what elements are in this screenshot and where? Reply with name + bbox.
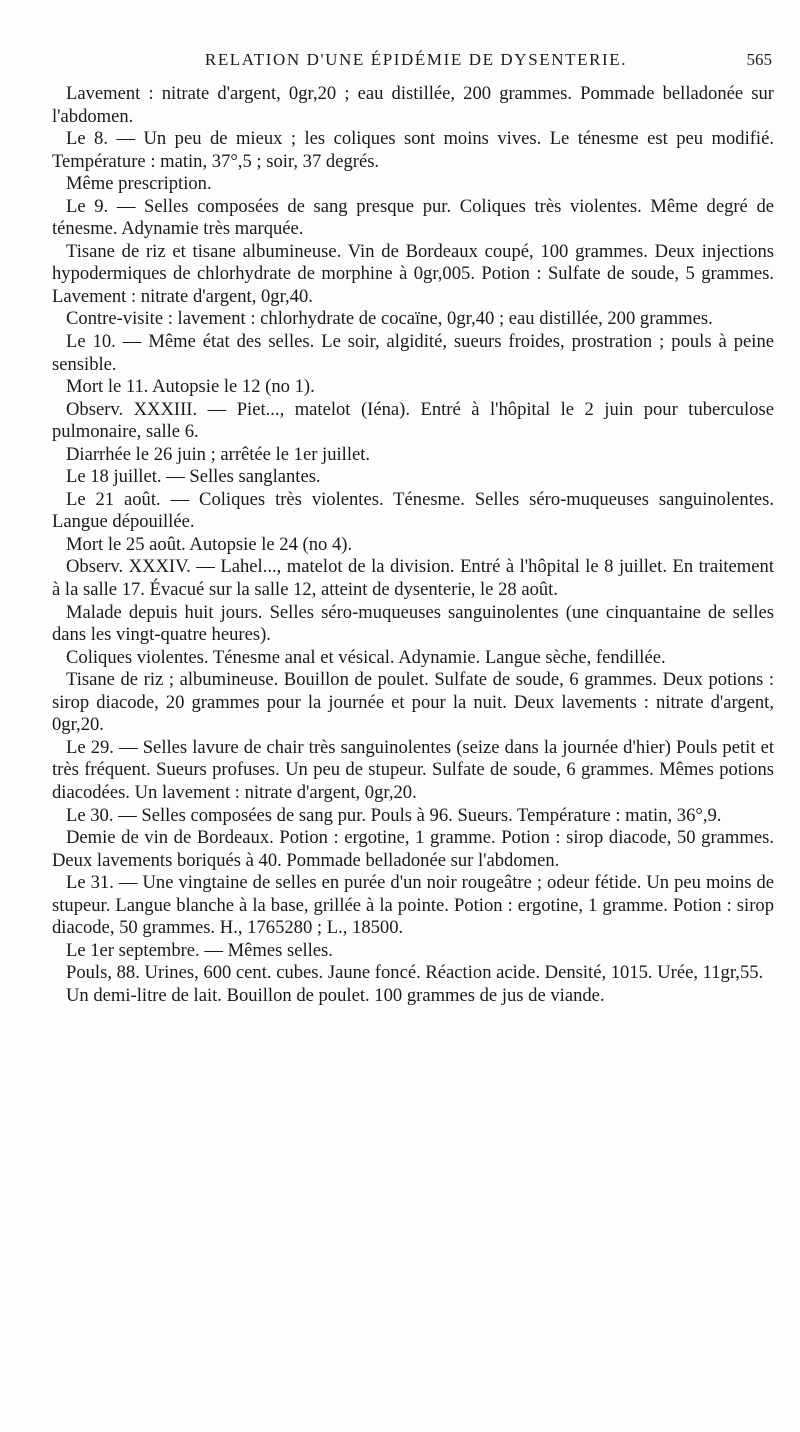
paragraph: Un demi-litre de lait. Bouillon de poulet. 100 grammes de jus de viande.: [66, 984, 605, 1006]
paragraph: Mort le 11. Autopsie le 12 (no 1).: [66, 376, 315, 398]
paragraph: Le 9. — Selles composées de sang presque pur. Coliques très violentes. Même degré de ténesme. Adynamie très marquée.: [52, 195, 774, 240]
paragraph: Même prescription.: [66, 173, 212, 195]
paragraph: Malade depuis huit jours. Selles séro-muqueuses sanguinolentes (une cinquantaine de selles dans les vingt-quatre heures).: [52, 601, 774, 646]
observation-heading-paragraph: Observ. XXXIII. — Piet..., matelot (Iéna). Entré à l'hôpital le 2 juin pour tuberculose pulmonaire, salle 6.: [52, 398, 774, 443]
paragraph: Le 18 juillet. — Selles sanglantes.: [66, 466, 321, 488]
paragraph: Le 1er septembre. — Mêmes selles.: [66, 939, 333, 961]
paragraph: Le 10. — Même état des selles. Le soir, algidité, sueurs froides, prostration ; pouls à peine sensible.: [52, 331, 774, 375]
paragraph: Lavement : nitrate d'argent, 0gr,20 ; eau distillée, 200 grammes. Pommade belladonée sur l'abdomen.: [52, 83, 774, 127]
paragraph: Mort le 25 août. Autopsie le 24 (no 4).: [66, 533, 353, 555]
paragraph: Coliques violentes. Ténesme anal et vésical. Adynamie. Langue sèche, fendillée.: [66, 646, 666, 668]
paragraph: Le 8. — Un peu de mieux ; les coliques sont moins vives. Le ténesme est peu modifié. Température : matin, 37°,5 ; soir, 37 degrés.: [52, 128, 774, 172]
paragraph: Le 21 août. — Coliques très violentes. Ténesme. Selles séro-muqueuses sanguinolentes. Langue dépouillée.: [52, 488, 774, 533]
paragraph: Demie de vin de Bordeaux. Potion : ergotine, 1 gramme. Potion : sirop diacode, 50 grammes. Deux lavements boriqués à 40. Pommade belladonée sur l'abdomen.: [52, 827, 774, 871]
page-number: 565: [746, 50, 772, 69]
paragraph: Diarrhée le 26 juin ; arrêtée le 1er juillet.: [66, 443, 371, 465]
paragraph: Le 29. — Selles lavure de chair très sanguinolentes (seize dans la journée d'hier) Pouls petit et très fréquent. Sueurs profuses. Un peu de stupeur. Sulfate de soude, 6 grammes. Mêmes potions diacodées. Un lavement : nitrate d'argent, 0gr,20.: [52, 736, 774, 803]
paragraph: Tisane de riz et tisane albumineuse. Vin de Bordeaux coupé, 100 grammes. Deux injections hypodermiques de chlorhydrate de morphine à 0gr,005. Potion : Sulfate de soude, 5 grammes. Lavement : nitrate d'argent, 0gr,40.: [52, 240, 774, 307]
running-header: [60, 46, 772, 76]
running-title: RELATION D'UNE ÉPIDÉMIE DE DYSENTERIE.: [204, 50, 628, 69]
paragraph: Pouls, 88. Urines, 600 cent. cubes. Jaune foncé. Réaction acide. Densité, 1015. Urée, 11gr,55.: [66, 962, 764, 984]
body-text: [52, 83, 774, 1007]
paragraph: Tisane de riz ; albumineuse. Bouillon de poulet. Sulfate de soude, 6 grammes. Deux potions : sirop diacode, 20 grammes pour la journée et pour la nuit. Deux lavements : nitrate d'argent, 0gr,20.: [52, 669, 774, 736]
paragraph: Le 30. — Selles composées de sang pur. Pouls à 96. Sueurs. Température : matin, 36°,9.: [66, 804, 722, 826]
paragraph: Contre-visite : lavement : chlorhydrate de cocaïne, 0gr,40 ; eau distillée, 200 grammes.: [66, 308, 713, 330]
paragraph: Le 31. — Une vingtaine de selles en purée d'un noir rougeâtre ; odeur fétide. Un peu moins de stupeur. Langue blanche à la base, grillée à la pointe. Potion : ergotine, 1 gramme. Potion : sirop diacode, 50 grammes. H., 1765280 ; L., 18500.: [52, 872, 774, 939]
observation-heading-paragraph: Observ. XXXIV. — Lahel..., matelot de la division. Entré à l'hôpital le 8 juillet. En traitement à la salle 17. Évacué sur la salle 12, atteint de dysenterie, le 28 août.: [52, 556, 774, 601]
